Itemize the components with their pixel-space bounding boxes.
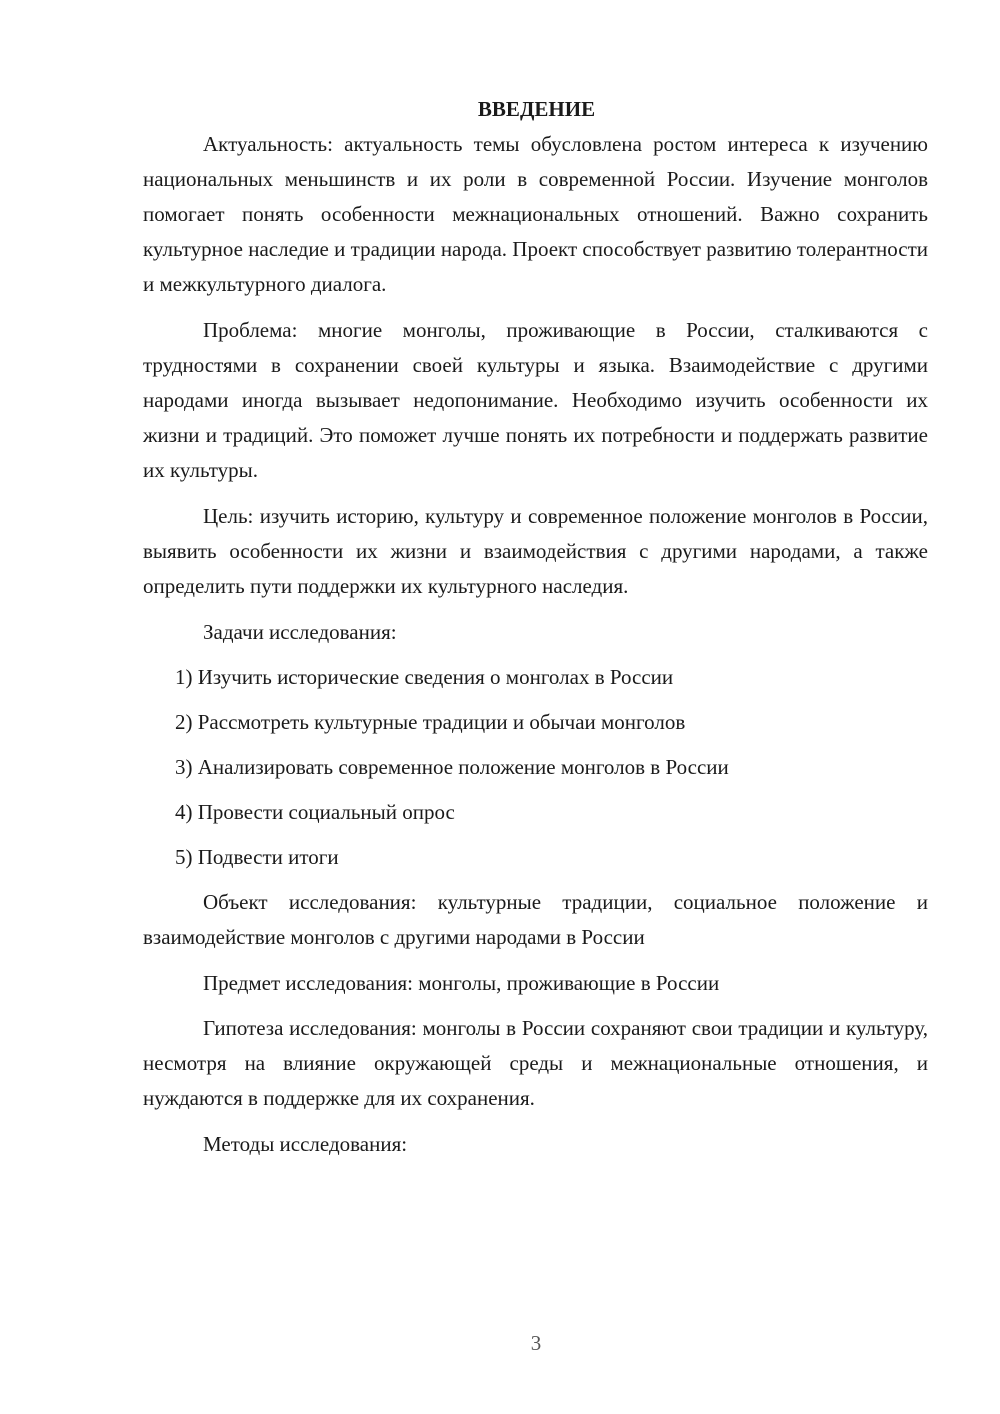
list-item: 3) Анализировать современное положение монголов в России bbox=[175, 755, 729, 779]
methods-title: Методы исследования: bbox=[203, 1132, 408, 1156]
problem-paragraph: Проблема: многие монголы, проживающие в России, сталкиваются с трудностями в сохранении своей культуры и языка. Взаимодействие с другими народами иногда вызывает недопонимание. Необходимо изучить особенности их жизни и традиций. Это поможет лучше понять их потребности и поддержать развитие их культуры. bbox=[143, 318, 928, 482]
list-item: 1) Изучить исторические сведения о монголах в России bbox=[175, 665, 674, 689]
goal-paragraph: Цель: изучить историю, культуру и современное положение монголов в России, выявить особенности их жизни и взаимодействия с другими народами, а также определить пути поддержки их культурного наследия. bbox=[143, 504, 928, 598]
object-paragraph: Объект исследования: культурные традиции, социальное положение и взаимодействие монголов с другими народами в России bbox=[143, 890, 928, 949]
document-page bbox=[143, 92, 928, 1172]
list-item: 4) Провести социальный опрос bbox=[175, 800, 455, 824]
list-item: 2) Рассмотреть культурные традиции и обычаи монголов bbox=[175, 710, 686, 734]
subject-paragraph: Предмет исследования: монголы, проживающие в России bbox=[203, 971, 720, 995]
tasks-title: Задачи исследования: bbox=[203, 620, 397, 644]
page-number: 3 bbox=[530, 1331, 542, 1355]
relevance-paragraph: Актуальность: актуальность темы обусловлена ростом интереса к изучению национальных меньшинств и их роли в современной России. Изучение монголов помогает понять особенности межнациональных отношений. Важно сохранить культурное наследие и традиции народа. Проект способствует развитию толерантности и межкультурного диалога. bbox=[143, 132, 928, 296]
hypothesis-paragraph: Гипотеза исследования: монголы в России сохраняют свои традиции и культуру, несмотря на влияние окружающей среды и межнациональные отношения, и нуждаются в поддержке для их сохранения. bbox=[143, 1016, 928, 1110]
list-item: 5) Подвести итоги bbox=[175, 845, 339, 869]
page-title: ВВЕДЕНИЕ bbox=[477, 97, 596, 121]
tasks-list bbox=[143, 660, 928, 875]
